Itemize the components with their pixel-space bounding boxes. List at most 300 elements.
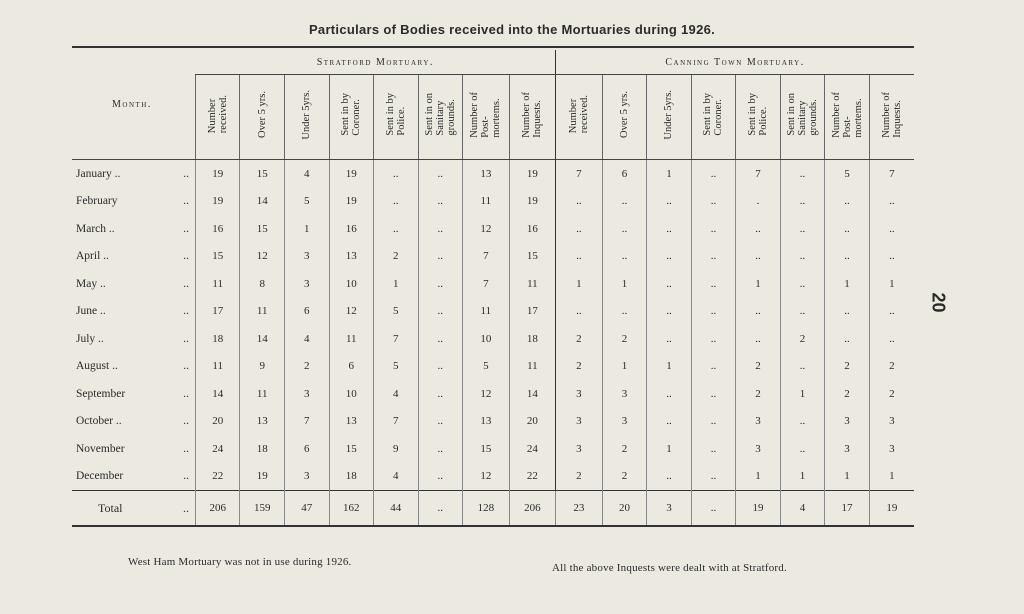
canning-cell: .. <box>602 188 647 216</box>
inquests-note: All the above Inquests were dealt with at Stratford. <box>552 562 787 574</box>
canning-cell: .. <box>780 160 825 188</box>
canning-col-header-label: Sent in on Sanitary grounds. <box>786 93 819 136</box>
table-row <box>72 435 914 463</box>
stratford-cell: 11 <box>329 325 374 353</box>
stratford-cell: 16 <box>329 215 374 243</box>
canning-col-header-label: Over 5 yrs. <box>618 91 630 138</box>
canning-cell: .. <box>869 243 914 271</box>
canning-cell: .. <box>869 298 914 326</box>
canning-cell: .. <box>780 408 825 436</box>
canning-cell: 4 <box>780 491 825 527</box>
canning-cell: .. <box>780 188 825 216</box>
stratford-cell: 15 <box>240 215 285 243</box>
canning-cell: .. <box>647 243 692 271</box>
leader-dots: .. <box>183 360 189 373</box>
canning-cell: .. <box>647 270 692 298</box>
stratford-cell: 19 <box>509 188 556 216</box>
canning-cell: 3 <box>825 408 870 436</box>
stratford-cell: 11 <box>463 188 510 216</box>
leader-dots: .. <box>183 305 189 318</box>
canning-col-header-label: Sent in by Police. <box>746 93 769 136</box>
canning-cell: .. <box>780 353 825 381</box>
stratford-cell: 9 <box>240 353 285 381</box>
canning-cell: 19 <box>869 491 914 527</box>
canning-cell: .. <box>556 243 603 271</box>
stratford-cell: 3 <box>284 243 329 271</box>
table-body <box>72 160 914 527</box>
mortuary-table <box>72 46 914 527</box>
stratford-cell: .. <box>418 298 463 326</box>
canning-cell: .. <box>556 298 603 326</box>
canning-cell: 3 <box>736 435 781 463</box>
stratford-col-header-label: Sent in by Police. <box>384 93 407 136</box>
table-row <box>72 353 914 381</box>
month-cell <box>72 408 195 436</box>
canning-cell: .. <box>602 298 647 326</box>
table-row <box>72 325 914 353</box>
stratford-cell: 10 <box>329 380 374 408</box>
stratford-cell: 12 <box>463 463 510 491</box>
canning-col-header <box>736 75 781 160</box>
canning-cell: 20 <box>602 491 647 527</box>
canning-col-header <box>556 75 603 160</box>
canning-cell: .. <box>647 215 692 243</box>
stratford-cell: 18 <box>240 435 285 463</box>
month-label: August .. <box>76 360 118 373</box>
stratford-col-header <box>284 75 329 160</box>
stratford-cell: 13 <box>463 160 510 188</box>
canning-cell: .. <box>647 325 692 353</box>
stratford-cell: 5 <box>374 298 419 326</box>
canning-cell: 3 <box>869 408 914 436</box>
canning-cell: 2 <box>869 380 914 408</box>
stratford-cell: 5 <box>463 353 510 381</box>
canning-cell: 2 <box>556 463 603 491</box>
table-row <box>72 380 914 408</box>
canning-cell: .. <box>869 215 914 243</box>
month-cell <box>72 380 195 408</box>
canning-cell: .. <box>556 215 603 243</box>
leader-dots: .. <box>183 277 189 290</box>
stratford-cell: 19 <box>240 463 285 491</box>
canning-cell: .. <box>736 325 781 353</box>
canning-cell: 2 <box>736 353 781 381</box>
canning-cell: 2 <box>602 435 647 463</box>
leader-dots: .. <box>183 415 189 428</box>
canning-cell: .. <box>647 408 692 436</box>
month-label: January .. <box>76 167 121 180</box>
month-cell <box>72 298 195 326</box>
stratford-col-header-label: Over 5 yrs. <box>256 91 268 138</box>
stratford-col-header-label: Under 5yrs. <box>301 89 313 140</box>
month-label: April .. <box>76 250 109 263</box>
canning-cell: 3 <box>602 380 647 408</box>
canning-cell: 1 <box>825 463 870 491</box>
canning-cell: 1 <box>869 463 914 491</box>
stratford-cell: .. <box>418 215 463 243</box>
stratford-cell: 11 <box>240 298 285 326</box>
month-cell <box>72 160 195 188</box>
stratford-cell: 4 <box>284 160 329 188</box>
canning-cell: .. <box>647 298 692 326</box>
canning-cell: .. <box>691 435 736 463</box>
stratford-cell: 16 <box>195 215 240 243</box>
canning-cell: .. <box>825 188 870 216</box>
canning-cell: 2 <box>556 325 603 353</box>
stratford-cell: .. <box>418 463 463 491</box>
stratford-cell: 24 <box>509 435 556 463</box>
stratford-cell: 1 <box>284 215 329 243</box>
stratford-col-header <box>463 75 510 160</box>
leader-dots: .. <box>183 222 189 235</box>
canning-col-header <box>647 75 692 160</box>
leader-dots: .. <box>182 500 189 515</box>
stratford-cell: 13 <box>463 408 510 436</box>
stratford-cell: 159 <box>240 491 285 527</box>
month-label: March .. <box>76 222 115 235</box>
stratford-cell: 13 <box>329 408 374 436</box>
table-row <box>72 160 914 188</box>
stratford-cell: 3 <box>284 380 329 408</box>
stratford-cell: 4 <box>374 380 419 408</box>
stratford-cell: 7 <box>463 243 510 271</box>
month-label: Total <box>98 500 123 515</box>
stratford-cell: .. <box>418 243 463 271</box>
canning-cell: .. <box>780 270 825 298</box>
canning-cell: . <box>736 188 781 216</box>
stratford-cell: .. <box>418 353 463 381</box>
month-cell <box>72 215 195 243</box>
canning-cell: .. <box>602 215 647 243</box>
stratford-cell: 9 <box>374 435 419 463</box>
table-row <box>72 215 914 243</box>
month-label: July .. <box>76 332 104 345</box>
stratford-cell: .. <box>418 188 463 216</box>
stratford-cell: 13 <box>240 408 285 436</box>
canning-cell: .. <box>780 215 825 243</box>
canning-cell: 7 <box>556 160 603 188</box>
stratford-cell: .. <box>374 215 419 243</box>
month-cell <box>72 243 195 271</box>
total-row <box>72 491 914 527</box>
stratford-cell: 12 <box>240 243 285 271</box>
canning-col-header-label: Number of Inquests. <box>880 91 903 138</box>
stratford-cell: .. <box>374 188 419 216</box>
canning-cell: 7 <box>736 160 781 188</box>
stratford-cell: 16 <box>509 215 556 243</box>
canning-cell: .. <box>691 408 736 436</box>
stratford-col-header-label: Sent in by Coroner. <box>340 93 363 136</box>
west-ham-note: West Ham Mortuary was not in use during 1926. <box>128 556 352 568</box>
stratford-cell: 7 <box>463 270 510 298</box>
canning-col-header <box>780 75 825 160</box>
canning-cell: 2 <box>869 353 914 381</box>
canning-cell: 19 <box>736 491 781 527</box>
month-cell <box>72 270 195 298</box>
canning-cell: .. <box>825 298 870 326</box>
stratford-col-header <box>195 75 240 160</box>
canning-cell: .. <box>647 463 692 491</box>
canning-cell: .. <box>780 298 825 326</box>
leader-dots: .. <box>183 332 189 345</box>
stratford-cell: 11 <box>509 270 556 298</box>
table-row <box>72 298 914 326</box>
canning-cell: .. <box>602 243 647 271</box>
canning-cell: 1 <box>780 380 825 408</box>
canning-cell: 1 <box>647 160 692 188</box>
canning-cell: 3 <box>647 491 692 527</box>
canning-cell: 1 <box>780 463 825 491</box>
stratford-cell: 15 <box>329 435 374 463</box>
stratford-cell: 20 <box>195 408 240 436</box>
stratford-cell: 206 <box>195 491 240 527</box>
canning-cell: 2 <box>602 463 647 491</box>
stratford-cell: 19 <box>329 160 374 188</box>
canning-cell: .. <box>825 325 870 353</box>
leader-dots: .. <box>183 442 189 455</box>
canning-cell: 7 <box>869 160 914 188</box>
canning-cell: 5 <box>825 160 870 188</box>
leader-dots: .. <box>183 387 189 400</box>
stratford-cell: 15 <box>195 243 240 271</box>
stratford-cell: 6 <box>284 435 329 463</box>
stratford-cell: .. <box>418 380 463 408</box>
stratford-cell: 8 <box>240 270 285 298</box>
canning-cell: .. <box>869 188 914 216</box>
stratford-cell: 11 <box>509 353 556 381</box>
stratford-cell: 128 <box>463 491 510 527</box>
canning-cell: .. <box>691 160 736 188</box>
canning-cell: .. <box>780 243 825 271</box>
canning-cell: .. <box>691 215 736 243</box>
month-cell <box>72 353 195 381</box>
canning-col-header <box>825 75 870 160</box>
canning-cell: 17 <box>825 491 870 527</box>
stratford-cell: 5 <box>284 188 329 216</box>
stratford-col-header-label: Number of Post- mortems. <box>469 91 503 138</box>
leader-dots: .. <box>183 470 189 483</box>
table-row <box>72 408 914 436</box>
stratford-cell: 2 <box>284 353 329 381</box>
stratford-col-header <box>418 75 463 160</box>
canning-col-header <box>869 75 914 160</box>
canning-cell: 2 <box>556 353 603 381</box>
canning-group-header: Canning Town Mortuary. <box>556 50 914 75</box>
canning-cell: 2 <box>780 325 825 353</box>
canning-cell: 3 <box>825 435 870 463</box>
month-label: September <box>76 387 126 400</box>
canning-cell: .. <box>691 491 736 527</box>
stratford-cell: 162 <box>329 491 374 527</box>
stratford-cell: 14 <box>240 325 285 353</box>
stratford-cell: 15 <box>240 160 285 188</box>
canning-cell: 3 <box>602 408 647 436</box>
page-number: 20 <box>928 292 949 313</box>
table-row <box>72 270 914 298</box>
canning-cell: 1 <box>647 353 692 381</box>
stratford-cell: .. <box>418 491 463 527</box>
stratford-group-header: Stratford Mortuary. <box>195 50 555 75</box>
leader-dots: .. <box>183 167 189 180</box>
stratford-cell: 2 <box>374 243 419 271</box>
leader-dots: .. <box>183 250 189 263</box>
month-label: December <box>76 470 124 483</box>
stratford-cell: 22 <box>509 463 556 491</box>
stratford-cell: 24 <box>195 435 240 463</box>
stratford-cell: 13 <box>329 243 374 271</box>
stratford-cell: 14 <box>240 188 285 216</box>
table-row <box>72 188 914 216</box>
stratford-cell: 15 <box>509 243 556 271</box>
canning-cell: .. <box>691 188 736 216</box>
table-row <box>72 463 914 491</box>
month-cell <box>72 463 195 491</box>
stratford-cell: 22 <box>195 463 240 491</box>
leader-dots: .. <box>183 195 189 208</box>
canning-col-header <box>691 75 736 160</box>
canning-cell: .. <box>869 325 914 353</box>
stratford-cell: 4 <box>284 325 329 353</box>
canning-cell: .. <box>825 215 870 243</box>
stratford-col-header <box>329 75 374 160</box>
stratford-cell: .. <box>418 325 463 353</box>
canning-cell: .. <box>736 298 781 326</box>
stratford-col-header <box>374 75 419 160</box>
canning-cell: .. <box>736 243 781 271</box>
stratford-cell: 4 <box>374 463 419 491</box>
stratford-cell: 12 <box>463 215 510 243</box>
stratford-cell: .. <box>418 408 463 436</box>
canning-cell: 3 <box>556 435 603 463</box>
month-label: November <box>76 442 125 455</box>
canning-cell: 1 <box>736 463 781 491</box>
canning-col-header <box>602 75 647 160</box>
stratford-cell: 206 <box>509 491 556 527</box>
stratford-cell: 6 <box>284 298 329 326</box>
canning-cell: 3 <box>556 408 603 436</box>
canning-cell: .. <box>556 188 603 216</box>
canning-cell: 3 <box>556 380 603 408</box>
canning-col-header-label: Sent in by Coroner. <box>702 93 725 136</box>
stratford-cell: 14 <box>195 380 240 408</box>
stratford-cell: 18 <box>509 325 556 353</box>
stratford-col-header-label: Sent in on Sanitary grounds. <box>423 93 457 136</box>
stratford-cell: 19 <box>509 160 556 188</box>
stratford-cell: 1 <box>374 270 419 298</box>
stratford-cell: 19 <box>195 188 240 216</box>
canning-cell: .. <box>691 243 736 271</box>
canning-cell: .. <box>691 380 736 408</box>
canning-cell: .. <box>691 325 736 353</box>
stratford-cell: .. <box>418 435 463 463</box>
canning-cell: 2 <box>825 353 870 381</box>
month-cell <box>72 491 195 527</box>
stratford-cell: .. <box>418 270 463 298</box>
stratford-cell: 12 <box>463 380 510 408</box>
stratford-cell: 7 <box>374 325 419 353</box>
stratford-cell: 7 <box>374 408 419 436</box>
stratford-cell: 15 <box>463 435 510 463</box>
stratford-cell: 5 <box>374 353 419 381</box>
stratford-col-header <box>509 75 556 160</box>
stratford-cell: 12 <box>329 298 374 326</box>
stratford-cell: 18 <box>329 463 374 491</box>
canning-col-header-label: Number of Post- mortems. <box>830 91 864 138</box>
table-row <box>72 243 914 271</box>
stratford-cell: 11 <box>240 380 285 408</box>
stratford-cell: .. <box>418 160 463 188</box>
month-cell <box>72 188 195 216</box>
month-header: Month. <box>72 50 195 160</box>
canning-cell: .. <box>647 188 692 216</box>
column-header-row <box>72 75 914 160</box>
canning-cell: .. <box>691 298 736 326</box>
canning-cell: 3 <box>869 435 914 463</box>
stratford-cell: 10 <box>463 325 510 353</box>
month-label: May .. <box>76 277 106 290</box>
canning-col-header-label: Number received. <box>567 95 590 134</box>
canning-col-header-label: Under 5yrs. <box>663 89 675 140</box>
stratford-cell: 19 <box>195 160 240 188</box>
stratford-cell: 11 <box>463 298 510 326</box>
canning-cell: .. <box>780 435 825 463</box>
canning-cell: 6 <box>602 160 647 188</box>
stratford-cell: 7 <box>284 408 329 436</box>
month-cell <box>72 435 195 463</box>
canning-cell: 1 <box>825 270 870 298</box>
stratford-cell: 44 <box>374 491 419 527</box>
canning-cell: .. <box>691 270 736 298</box>
table-title: Particulars of Bodies received into the Mortuaries during 1926. <box>308 22 716 37</box>
stratford-cell: 17 <box>509 298 556 326</box>
canning-cell: 1 <box>602 270 647 298</box>
stratford-cell: 3 <box>284 463 329 491</box>
stratford-cell: 14 <box>509 380 556 408</box>
canning-cell: 2 <box>825 380 870 408</box>
stratford-cell: 11 <box>195 353 240 381</box>
stratford-cell: .. <box>374 160 419 188</box>
stratford-cell: 17 <box>195 298 240 326</box>
canning-cell: 2 <box>736 380 781 408</box>
month-label: October .. <box>76 415 122 428</box>
canning-cell: .. <box>691 353 736 381</box>
stratford-cell: 47 <box>284 491 329 527</box>
canning-cell: .. <box>736 215 781 243</box>
stratford-col-header <box>240 75 285 160</box>
canning-cell: 3 <box>736 408 781 436</box>
stratford-cell: 20 <box>509 408 556 436</box>
canning-cell: 1 <box>736 270 781 298</box>
canning-cell: 1 <box>869 270 914 298</box>
stratford-cell: 3 <box>284 270 329 298</box>
canning-cell: 1 <box>647 435 692 463</box>
canning-cell: 1 <box>602 353 647 381</box>
stratford-cell: 6 <box>329 353 374 381</box>
stratford-col-header-label: Number of Inquests. <box>521 91 544 138</box>
canning-cell: .. <box>691 463 736 491</box>
stratford-cell: 19 <box>329 188 374 216</box>
canning-cell: .. <box>825 243 870 271</box>
stratford-cell: 10 <box>329 270 374 298</box>
canning-cell: .. <box>647 380 692 408</box>
stratford-col-header-label: Number received. <box>206 95 229 134</box>
canning-cell: 1 <box>556 270 603 298</box>
canning-cell: 23 <box>556 491 603 527</box>
month-cell <box>72 325 195 353</box>
stratford-cell: 18 <box>195 325 240 353</box>
stratford-cell: 11 <box>195 270 240 298</box>
month-label: June .. <box>76 305 106 318</box>
